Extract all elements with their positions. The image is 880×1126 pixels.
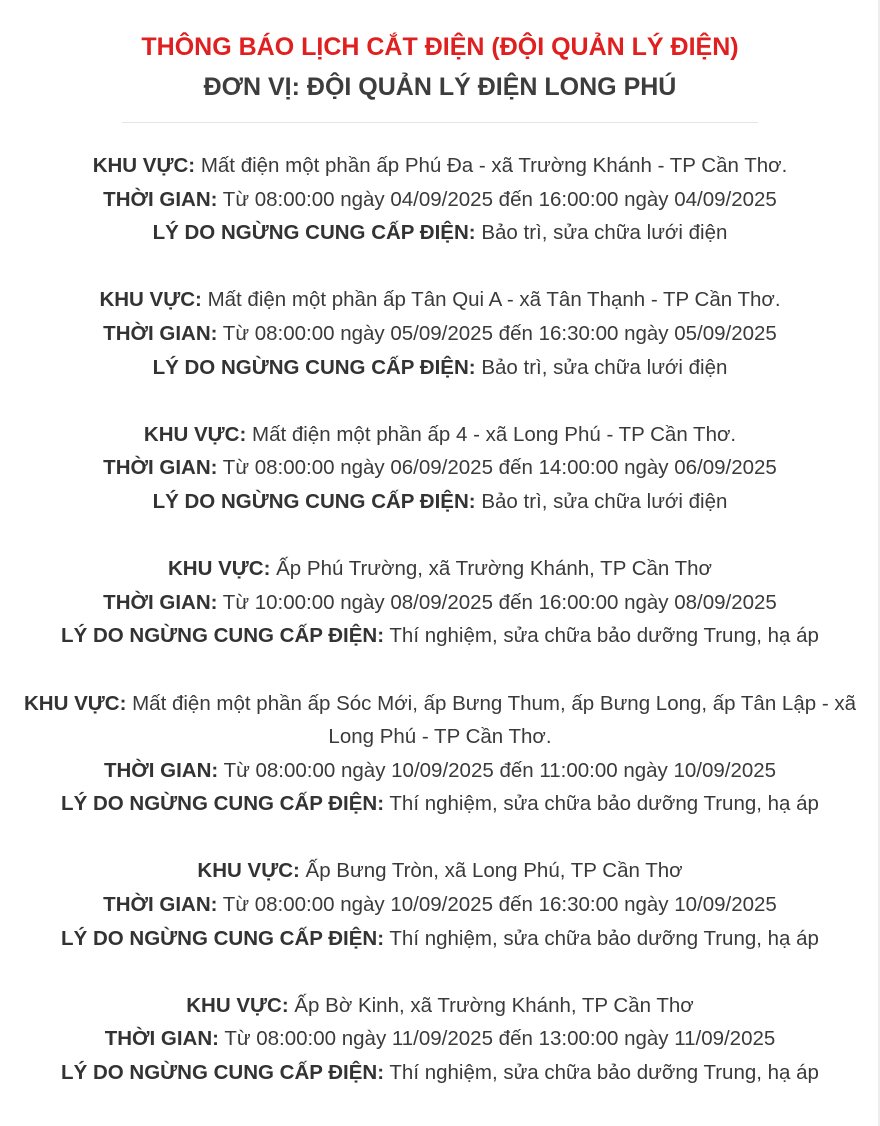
time-value: Từ 10:00:00 ngày 08/09/2025 đến 16:00:00 ngày 08/09/2025 [222,590,777,614]
reason-line [20,485,860,519]
area-line [20,687,860,754]
time-line [20,183,860,217]
time-line [20,754,860,788]
time-label: THỜI GIAN: [103,590,218,614]
reason-line [20,216,860,250]
time-value: Từ 08:00:00 ngày 06/09/2025 đến 14:00:00 ngày 06/09/2025 [222,456,777,480]
reason-label: LÝ DO NGỪNG CUNG CẤP ĐIỆN: [61,1061,385,1085]
reason-line [20,351,860,385]
reason-label: LÝ DO NGỪNG CUNG CẤP ĐIỆN: [152,489,476,513]
time-label: THỜI GIAN: [103,758,219,782]
time-line [20,317,860,351]
area-value: Ấp Phú Trường, xã Trường Khánh, TP Cần Thơ [276,557,712,581]
time-line [20,451,860,485]
reason-value: Bảo trì, sửa chữa lưới điện [481,221,728,245]
time-value: Từ 08:00:00 ngày 10/09/2025 đến 16:30:00 ngày 10/09/2025 [222,893,777,917]
area-line [20,552,860,586]
area-label: KHU VỰC: [186,993,289,1017]
outage-notice [20,687,860,821]
reason-value: Thí nghiệm, sửa chữa bảo dưỡng Trung, hạ áp [389,926,819,950]
time-value: Từ 08:00:00 ngày 10/09/2025 đến 11:00:00 ngày 10/09/2025 [223,758,777,782]
reason-value: Thí nghiệm, sửa chữa bảo dưỡng Trung, hạ áp [389,792,819,816]
time-label: THỜI GIAN: [103,893,218,917]
area-line [20,283,860,317]
area-label: KHU VỰC: [168,557,271,581]
area-line [20,149,860,183]
reason-value: Thí nghiệm, sửa chữa bảo dưỡng Trung, hạ áp [389,624,819,648]
time-label: THỜI GIAN: [103,456,218,480]
reason-value: Thí nghiệm, sửa chữa bảo dưỡng Trung, hạ áp [389,1061,819,1085]
time-value: Từ 08:00:00 ngày 05/09/2025 đến 16:30:00 ngày 05/09/2025 [222,321,777,345]
outage-notice [20,149,860,250]
reason-label: LÝ DO NGỪNG CUNG CẤP ĐIỆN: [61,792,385,816]
page-title: THÔNG BÁO LỊCH CẮT ĐIỆN (ĐỘI QUẢN LÝ ĐIỆN) [141,33,739,61]
reason-label: LÝ DO NGỪNG CUNG CẤP ĐIỆN: [152,221,476,245]
area-value: Mất điện một phần ấp Sóc Mới, ấp Bưng Thum, ấp Bưng Long, ấp Tân Lập - xã Long Phú - TP Cần Thơ. [132,691,857,749]
area-line [20,989,860,1023]
reason-line [20,619,860,653]
outage-notice [20,552,860,653]
area-label: KHU VỰC: [99,288,202,312]
time-label: THỜI GIAN: [103,187,218,211]
area-value: Ấp Bưng Tròn, xã Long Phú, TP Cần Thơ [305,859,683,883]
reason-line [20,787,860,821]
time-value: Từ 08:00:00 ngày 11/09/2025 đến 13:00:00 ngày 11/09/2025 [224,1027,776,1051]
time-value: Từ 08:00:00 ngày 04/09/2025 đến 16:00:00 ngày 04/09/2025 [222,187,777,211]
area-line [20,418,860,452]
reason-label: LÝ DO NGỪNG CUNG CẤP ĐIỆN: [152,355,476,379]
area-value: Ấp Bờ Kinh, xã Trường Khánh, TP Cần Thơ [294,993,694,1017]
reason-line [20,1056,860,1090]
outage-notice [20,854,860,955]
area-value: Mất điện một phần ấp Phú Đa - xã Trường Khánh - TP Cần Thơ. [200,154,788,177]
reason-value: Bảo trì, sửa chữa lưới điện [481,489,728,513]
time-line [20,888,860,922]
reason-label: LÝ DO NGỪNG CUNG CẤP ĐIỆN: [61,926,385,950]
area-line [20,854,860,888]
time-label: THỜI GIAN: [104,1027,219,1051]
time-label: THỜI GIAN: [103,321,218,345]
time-line [20,1022,860,1056]
unit-subtitle: ĐƠN VỊ: ĐỘI QUẢN LÝ ĐIỆN LONG PHÚ [203,73,677,101]
reason-line [20,922,860,956]
area-label: KHU VỰC: [92,154,196,177]
area-label: KHU VỰC: [23,691,127,715]
time-line [20,586,860,620]
outage-notice-article [20,0,860,1090]
outage-notice [20,989,860,1090]
area-label: KHU VỰC: [197,859,300,883]
outage-notice [20,283,860,384]
area-label: KHU VỰC: [143,422,247,446]
outage-notice [20,418,860,519]
title-divider [122,122,758,123]
reason-label: LÝ DO NGỪNG CUNG CẤP ĐIỆN: [61,624,385,648]
area-value: Mất điện một phần ấp Tân Qui A - xã Tân Thạnh - TP Cần Thơ. [207,288,781,312]
reason-value: Bảo trì, sửa chữa lưới điện [481,355,728,379]
area-value: Mất điện một phần ấp 4 - xã Long Phú - TP Cần Thơ. [252,422,737,446]
